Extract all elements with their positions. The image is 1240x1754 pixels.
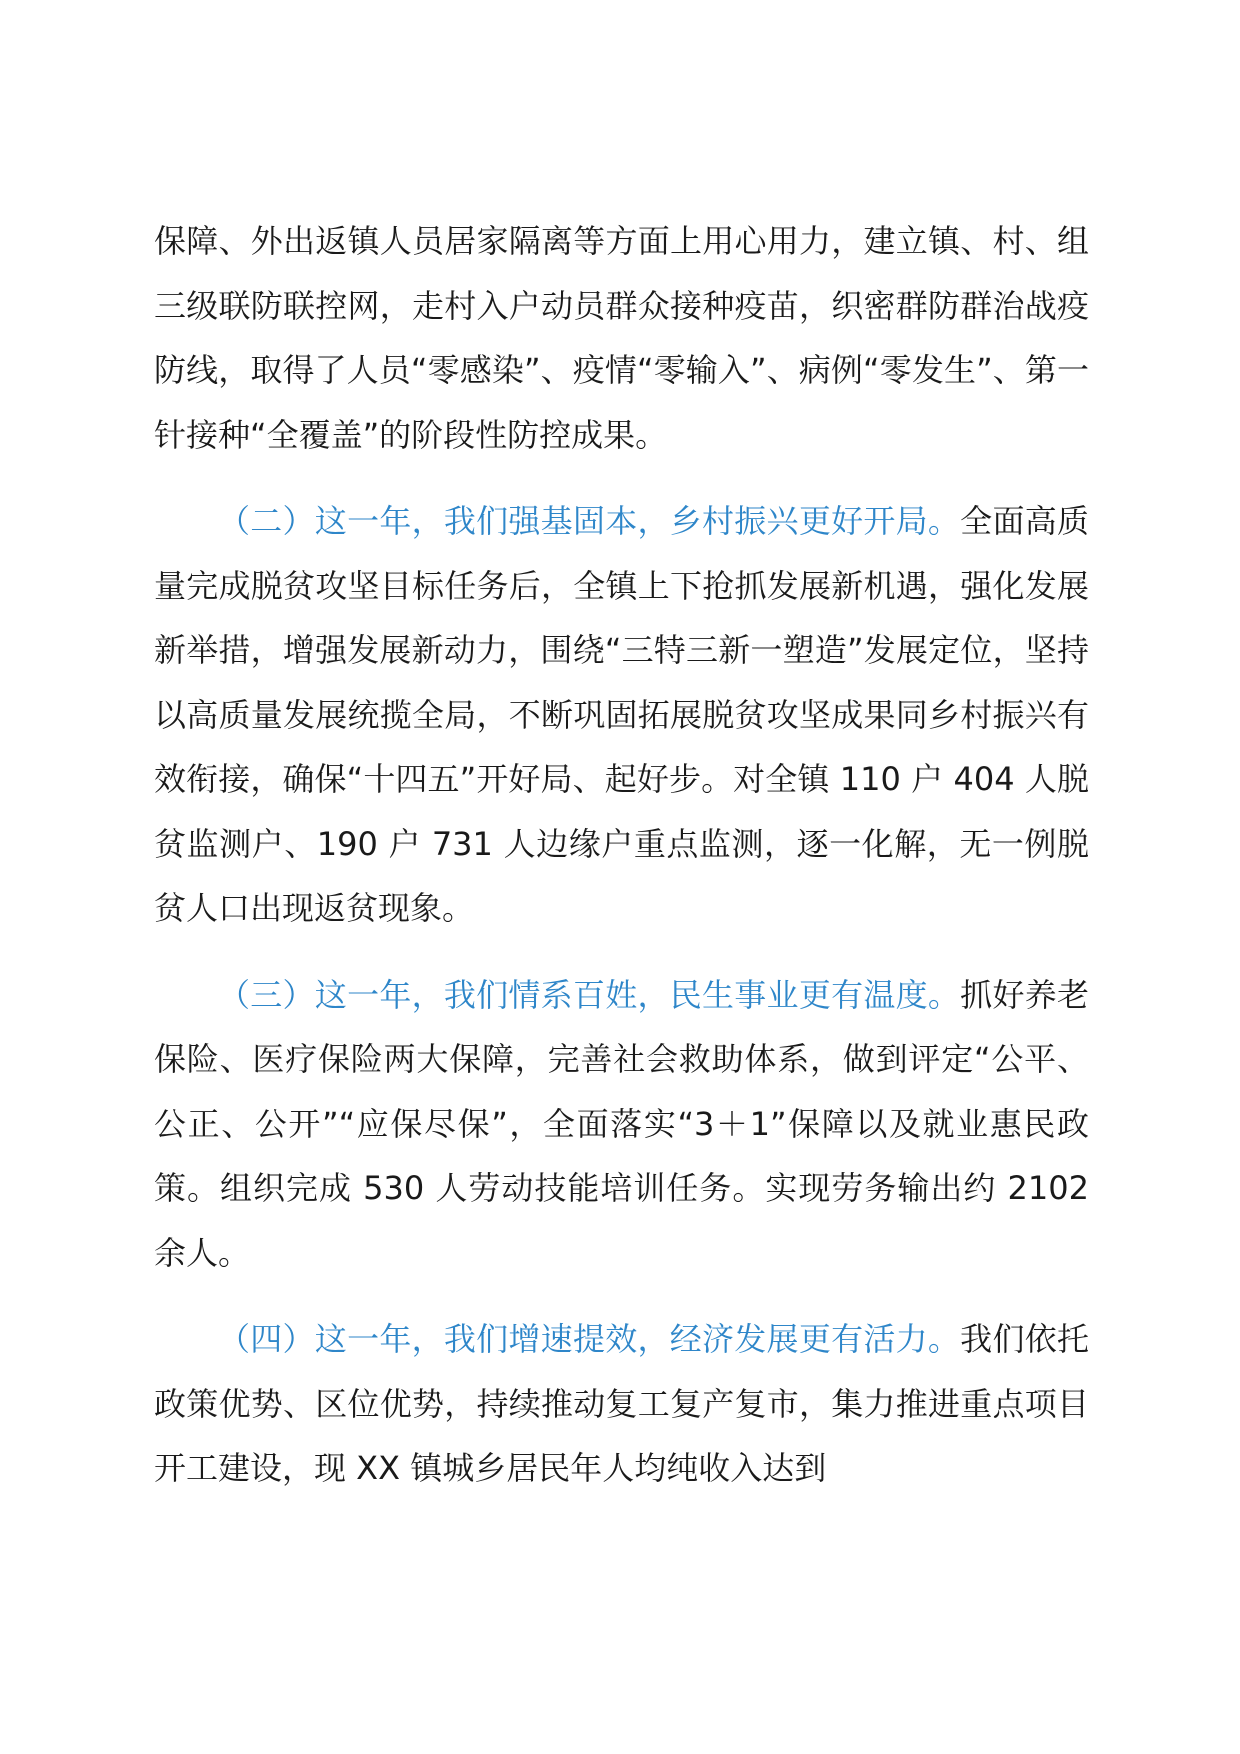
paragraph-4-text: 我们依托政策优势、区位优势，持续推动复工复产复市，集力推进重点项目开工建设，现 XX 镇城乡居民年人均纯收入达到 (154, 1320, 1089, 1487)
paragraph-2-text: 全面高质量完成脱贫攻坚目标任务后，全镇上下抢抓发展新机遇，强化发展新举措，增强发展新动力，围绕“三特三新一塑造”发展定位，坚持以高质量发展统揽全局，不断巩固拓展脱贫攻坚成果同乡村振兴有效衔接，确保“十四五”开好局、起好步。对全镇 110 户 404 人脱贫监测户、190 户 731 人边缘户重点监测，逐一化解，无一例脱贫人口出现返贫现象。 (154, 502, 1089, 927)
paragraph-1 (154, 209, 1089, 467)
paragraph-4 (154, 1307, 1089, 1501)
paragraph-2-heading: （二）这一年，我们强基固本，乡村振兴更好开局。 (218, 502, 961, 540)
paragraph-3-heading: （三）这一年，我们情系百姓，民生事业更有温度。 (218, 975, 961, 1014)
paragraph-2 (154, 489, 1089, 941)
paragraph-1-text: 保障、外出返镇人员居家隔离等方面上用心用力，建立镇、村、组三级联防联控网，走村入户动员群众接种疫苗，织密群防群治战疫防线，取得了人员“零感染”、疫情“零输入”、病例“零发生”、第一针接种“全覆盖”的阶段性防控成果。 (154, 222, 1089, 454)
paragraph-3-text: 抓好养老保险、医疗保险两大保障，完善社会救助体系，做到评定“公平、公正、公开”“应保尽保”，全面落实“3＋1”保障以及就业惠民政策。组织完成 530 人劳动技能培训任务。实现劳务输出约 2102 余人。 (154, 975, 1089, 1272)
paragraph-4-heading: （四）这一年，我们增速提效，经济发展更有活力。 (218, 1320, 961, 1358)
paragraph-3 (154, 963, 1089, 1286)
document-body (154, 209, 1089, 1523)
